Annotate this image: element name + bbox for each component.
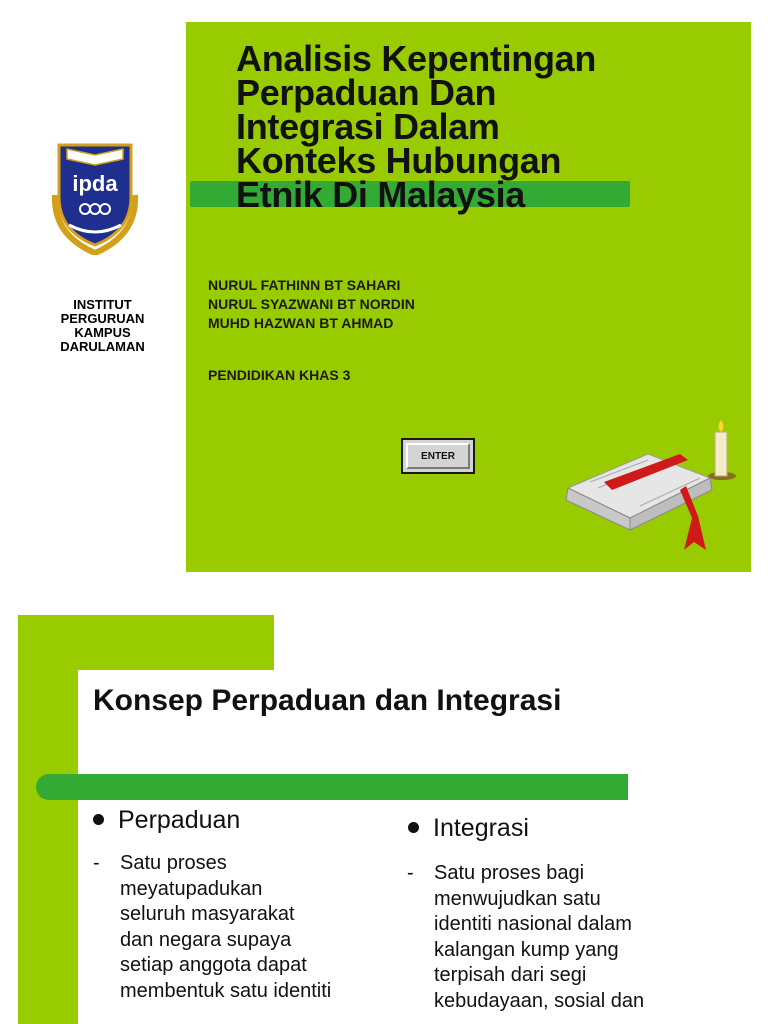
bullet-dot-icon: [408, 822, 419, 833]
dash-marker: -: [93, 852, 100, 874]
title-line: Analisis Kepentingan: [236, 38, 597, 79]
bullet-dot-icon: [93, 814, 104, 825]
slide-title: Konsep Perpaduan dan Integrasi: [93, 684, 562, 717]
open-book-candle-icon: [560, 418, 750, 558]
title-line: Konteks Hubungan: [236, 140, 562, 181]
integrasi-definition: [434, 861, 644, 1014]
definition-line: meyatupadukan: [120, 877, 263, 900]
definition-line: menwujudkan satu: [434, 887, 601, 910]
definition-line: identiti nasional dalam: [434, 913, 632, 935]
perpaduan-definition: [120, 851, 331, 1004]
definition-line: kalangan kump yang: [434, 938, 619, 961]
institute-line: PERGURUAN: [60, 311, 145, 326]
dash-marker: -: [407, 862, 414, 884]
definition-line: membentuk satu identiti: [120, 979, 332, 1002]
author-name: MUHD HAZWAN BT AHMAD: [208, 315, 394, 331]
author-name: NURUL FATHINN BT SAHARI: [208, 277, 401, 293]
enter-button-label: ENTER: [406, 443, 470, 469]
institute-line: INSTITUT: [73, 297, 132, 312]
title-underline-band: [36, 774, 628, 800]
bullet-heading: Integrasi: [433, 814, 529, 842]
definition-line: Satu proses bagi: [434, 862, 585, 884]
title-line: Integrasi Dalam: [236, 106, 500, 147]
author-list: [208, 276, 415, 333]
institute-line: KAMPUS: [74, 325, 131, 340]
bullet-integrasi: [408, 814, 529, 843]
institute-crest-icon: [47, 135, 143, 255]
author-name: NURUL SYAZWANI BT NORDIN: [208, 296, 415, 312]
institute-name: [20, 298, 185, 354]
presentation-title: [236, 38, 706, 215]
title-line: Etnik Di Malaysia: [236, 174, 526, 215]
bullet-heading: Perpaduan: [118, 806, 241, 834]
definition-line: Satu proses: [120, 852, 227, 874]
definition-line: terpisah dari segi: [434, 964, 587, 986]
definition-line: seluruh masyarakat: [120, 903, 295, 925]
green-corner-left: [18, 615, 78, 1024]
definition-line: setiap anggota dapat: [120, 954, 307, 976]
logo-text: ipda: [72, 171, 118, 196]
course-label: PENDIDIKAN KHAS 3: [208, 367, 351, 383]
definition-line: kebudayaan, sosial dan: [434, 989, 645, 1012]
bullet-perpaduan: [93, 806, 240, 835]
institute-line: DARULAMAN: [60, 339, 145, 354]
definition-line: dan negara supaya: [120, 928, 292, 951]
enter-button[interactable]: [401, 438, 475, 474]
title-line: Perpaduan Dan: [236, 72, 497, 113]
